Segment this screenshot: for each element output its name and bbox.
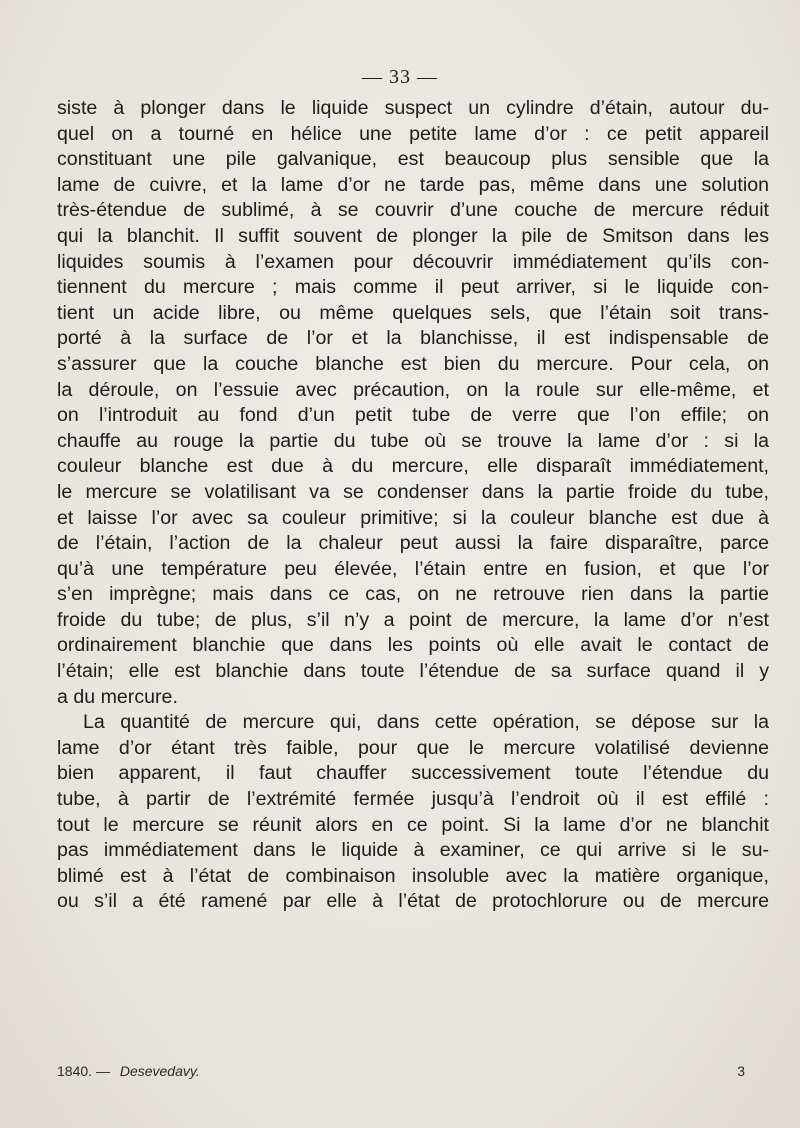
text-line: très-étendue de sublimé, à se couvrir d’une couche de mercure réduit	[57, 199, 769, 222]
text-line: couleur blanche est due à du mercure, elle disparaît immédiatement,	[57, 455, 769, 478]
text-line: tube, à partir de l’extrémité fermée jusqu’à l’endroit où il est effilé :	[57, 788, 769, 811]
text-line: tout le mercure se réunit alors en ce point. Si la lame d’or ne blanchit	[57, 813, 769, 836]
text-line: liquides soumis à l’examen pour découvrir immédiatement qu’ils con-	[57, 250, 769, 273]
text-line: on l’introduit au fond d’un petit tube de verre que l’on effile; on	[57, 404, 769, 427]
text-line: et laisse l’or avec sa couleur primitive; si la couleur blanche est due à	[57, 506, 769, 529]
page-footer	[57, 1063, 769, 1079]
text-line: le mercure se volatilisant va se condenser dans la partie froide du tube,	[57, 480, 769, 503]
text-line: de l’étain, l’action de la chaleur peut aussi la faire disparaître, parce	[57, 532, 769, 555]
signature-mark: 3	[737, 1063, 745, 1079]
text-line: chauffe au rouge la partie du tube où se trouve la lame d’or : si la	[57, 429, 769, 452]
text-line: a du mercure.	[57, 685, 178, 708]
text-line: tient un acide libre, ou même quelques sels, que l’étain soit trans-	[57, 301, 769, 324]
footer-year: 1840.	[57, 1063, 93, 1079]
text-line: tiennent du mercure ; mais comme il peut arriver, si le liquide con-	[57, 276, 769, 299]
text-line: ordinairement blanchie que dans les points où elle avait le contact de	[57, 634, 769, 657]
text-line: ou s’il a été ramené par elle à l’état de protochlorure ou de mercure	[57, 890, 769, 913]
text-line: La quantité de mercure qui, dans cette opération, se dépose sur la	[83, 711, 769, 734]
text-line: constituant une pile galvanique, est beaucoup plus sensible que la	[57, 148, 769, 171]
text-line: qu’à une température peu élevée, l’étain entre en fusion, et que l’or	[57, 557, 769, 580]
text-line: s’assurer que la couche blanche est bien du mercure. Pour cela, on	[57, 352, 769, 375]
text-line: porté à la surface de l’or et la blanchisse, il est indispensable de	[57, 327, 769, 350]
text-line: bien apparent, il faut chauffer successivement toute l’étendue du	[57, 762, 769, 785]
text-line: qui la blanchit. Il suffit souvent de plonger la pile de Smitson dans les	[57, 224, 769, 247]
text-line: s’en imprègne; mais dans ce cas, on ne retrouve rien dans la partie	[57, 583, 769, 606]
footer-dash: —	[95, 1063, 110, 1079]
text-line: blimé est à l’état de combinaison insoluble avec la matière organique,	[57, 864, 769, 887]
page-number: — 33 —	[362, 66, 438, 88]
body-text	[57, 96, 769, 915]
text-line: pas immédiatement dans le liquide à examiner, ce qui arrive si le su-	[57, 839, 769, 862]
text-line: la déroule, on l’essuie avec précaution, on la roule sur elle-même, et	[57, 378, 769, 401]
text-line: siste à plonger dans le liquide suspect un cylindre d’étain, autour du-	[57, 97, 769, 119]
text-line: lame de cuivre, et la lame d’or ne tarde pas, même dans une solution	[57, 173, 769, 196]
footer-author: Desevedavy.	[119, 1063, 200, 1079]
text-line: froide du tube; de plus, s’il n’y a point de mercure, la lame d’or n’est	[57, 608, 769, 631]
text-line: lame d’or étant très faible, pour que le mercure volatilisé devienne	[57, 736, 769, 759]
text-line: l’étain; elle est blanchie dans toute l’étendue de sa surface quand il y	[57, 660, 769, 683]
text-line: quel on a tourné en hélice une petite lame d’or : ce petit appareil	[57, 122, 769, 145]
